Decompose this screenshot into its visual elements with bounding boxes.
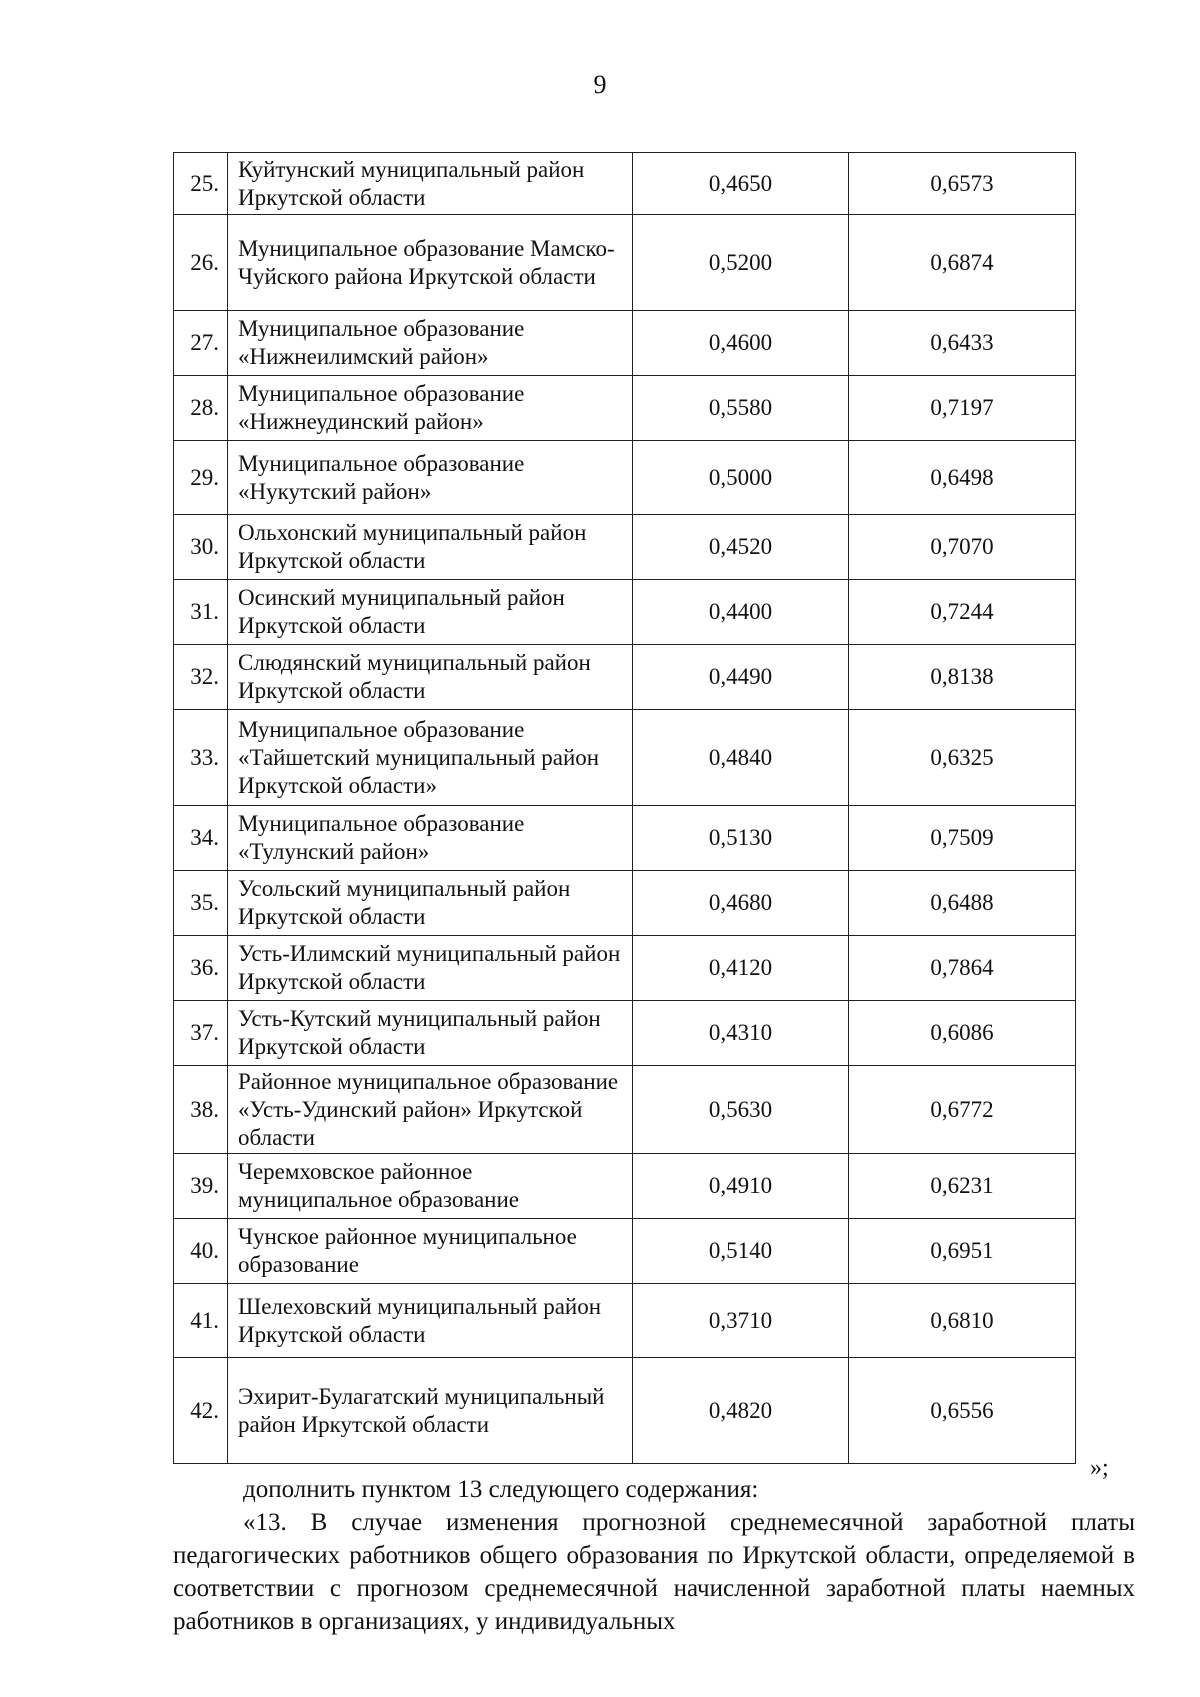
table-row — [174, 1284, 1076, 1358]
municipality-name: Муниципальное образование «Тулунский район» — [228, 806, 633, 871]
table-row — [174, 871, 1076, 936]
coefficient-1: 0,3710 — [633, 1284, 849, 1358]
coefficient-2: 0,6772 — [849, 1066, 1076, 1154]
row-number: 29. — [174, 441, 228, 515]
coefficient-1: 0,5630 — [633, 1066, 849, 1154]
row-number: 28. — [174, 376, 228, 441]
table-row — [174, 311, 1076, 376]
coefficient-2: 0,7197 — [849, 376, 1076, 441]
coefficient-1: 0,4400 — [633, 580, 849, 645]
coefficient-2: 0,6573 — [849, 153, 1076, 215]
coefficient-2: 0,6498 — [849, 441, 1076, 515]
coefficient-1: 0,5140 — [633, 1219, 849, 1284]
table-row — [174, 1066, 1076, 1154]
table-row — [174, 936, 1076, 1001]
coefficient-2: 0,7244 — [849, 580, 1076, 645]
coefficient-1: 0,4520 — [633, 515, 849, 580]
coefficients-table — [173, 152, 1076, 1464]
coefficient-1: 0,4840 — [633, 710, 849, 806]
row-number: 34. — [174, 806, 228, 871]
row-number: 31. — [174, 580, 228, 645]
municipality-name: Черемховское районное муниципальное образование — [228, 1154, 633, 1219]
coefficient-1: 0,5200 — [633, 215, 849, 311]
coefficient-1: 0,5000 — [633, 441, 849, 515]
municipality-name: Муниципальное образование «Нукутский район» — [228, 441, 633, 515]
municipality-name: Муниципальное образование «Нижнеудинский район» — [228, 376, 633, 441]
row-number: 40. — [174, 1219, 228, 1284]
municipality-name: Куйтунский муниципальный район Иркутской области — [228, 153, 633, 215]
municipality-name: Чунское районное муниципальное образование — [228, 1219, 633, 1284]
row-number: 36. — [174, 936, 228, 1001]
row-number: 39. — [174, 1154, 228, 1219]
row-number: 27. — [174, 311, 228, 376]
row-number: 37. — [174, 1001, 228, 1066]
coefficient-2: 0,6951 — [849, 1219, 1076, 1284]
municipality-name: Усть-Илимский муниципальный район Иркутской области — [228, 936, 633, 1001]
coefficient-2: 0,6488 — [849, 871, 1076, 936]
page-number: 9 — [593, 70, 607, 99]
row-number: 41. — [174, 1284, 228, 1358]
row-number: 38. — [174, 1066, 228, 1154]
coefficient-2: 0,6231 — [849, 1154, 1076, 1219]
body-text — [173, 1473, 1135, 1638]
municipality-name: Муниципальное образование «Тайшетский муниципальный район Иркутской области» — [228, 710, 633, 806]
coefficient-1: 0,4910 — [633, 1154, 849, 1219]
municipality-name: Муниципальное образование «Нижнеилимский район» — [228, 311, 633, 376]
municipality-name: Муниципальное образование Мамско-Чуйского района Иркутской области — [228, 215, 633, 311]
coefficient-1: 0,4490 — [633, 645, 849, 710]
municipality-name: Эхирит-Булагатский муниципальный район Иркутской области — [228, 1358, 633, 1464]
coefficient-2: 0,6810 — [849, 1284, 1076, 1358]
amendment-paragraph: дополнить пунктом 13 следующего содержания: — [243, 1476, 759, 1503]
table-row — [174, 1219, 1076, 1284]
table-row — [174, 153, 1076, 215]
coefficient-2: 0,8138 — [849, 645, 1076, 710]
coefficient-2: 0,7070 — [849, 515, 1076, 580]
row-number: 33. — [174, 710, 228, 806]
coefficient-2: 0,6433 — [849, 311, 1076, 376]
coefficient-1: 0,5130 — [633, 806, 849, 871]
municipality-name: Районное муниципальное образование «Усть-Удинский район» Иркутской области — [228, 1066, 633, 1154]
municipality-name: Усольский муниципальный район Иркутской области — [228, 871, 633, 936]
table-row — [174, 580, 1076, 645]
table-row — [174, 710, 1076, 806]
table-row — [174, 1358, 1076, 1464]
coefficient-1: 0,4310 — [633, 1001, 849, 1066]
row-number: 26. — [174, 215, 228, 311]
table-row — [174, 376, 1076, 441]
table-row — [174, 1001, 1076, 1066]
row-number: 32. — [174, 645, 228, 710]
table-row — [174, 1154, 1076, 1219]
municipality-name: Осинский муниципальный район Иркутской области — [228, 580, 633, 645]
coefficient-1: 0,4650 — [633, 153, 849, 215]
table-row — [174, 515, 1076, 580]
coefficient-2: 0,6325 — [849, 710, 1076, 806]
table-closing-mark: »; — [1090, 1455, 1109, 1481]
coefficient-1: 0,5580 — [633, 376, 849, 441]
coefficient-2: 0,7509 — [849, 806, 1076, 871]
row-number: 30. — [174, 515, 228, 580]
table-row — [174, 441, 1076, 515]
table-row — [174, 215, 1076, 311]
row-number: 25. — [174, 153, 228, 215]
row-number: 42. — [174, 1358, 228, 1464]
municipality-name: Усть-Кутский муниципальный район Иркутской области — [228, 1001, 633, 1066]
coefficient-2: 0,6086 — [849, 1001, 1076, 1066]
coefficient-2: 0,6874 — [849, 215, 1076, 311]
coefficient-2: 0,6556 — [849, 1358, 1076, 1464]
coefficient-1: 0,4120 — [633, 936, 849, 1001]
municipality-name: Ольхонский муниципальный район Иркутской области — [228, 515, 633, 580]
coefficient-1: 0,4820 — [633, 1358, 849, 1464]
coefficient-1: 0,4680 — [633, 871, 849, 936]
row-number: 35. — [174, 871, 228, 936]
table-row — [174, 645, 1076, 710]
coefficient-2: 0,7864 — [849, 936, 1076, 1001]
table-row — [174, 806, 1076, 871]
coefficient-1: 0,4600 — [633, 311, 849, 376]
coefficients-table-wrapper — [173, 152, 1076, 1464]
municipality-name: Слюдянский муниципальный район Иркутской области — [228, 645, 633, 710]
item-13-paragraph: «13. В случае изменения прогнозной среднемесячной заработной платы педагогических работников общего образования по Иркутской области, определяемой в соответствии с прогнозом среднемесячной начисленной заработной платы наемных работников в организациях, у индивидуальных — [173, 1509, 1135, 1635]
municipality-name: Шелеховский муниципальный район Иркутской области — [228, 1284, 633, 1358]
